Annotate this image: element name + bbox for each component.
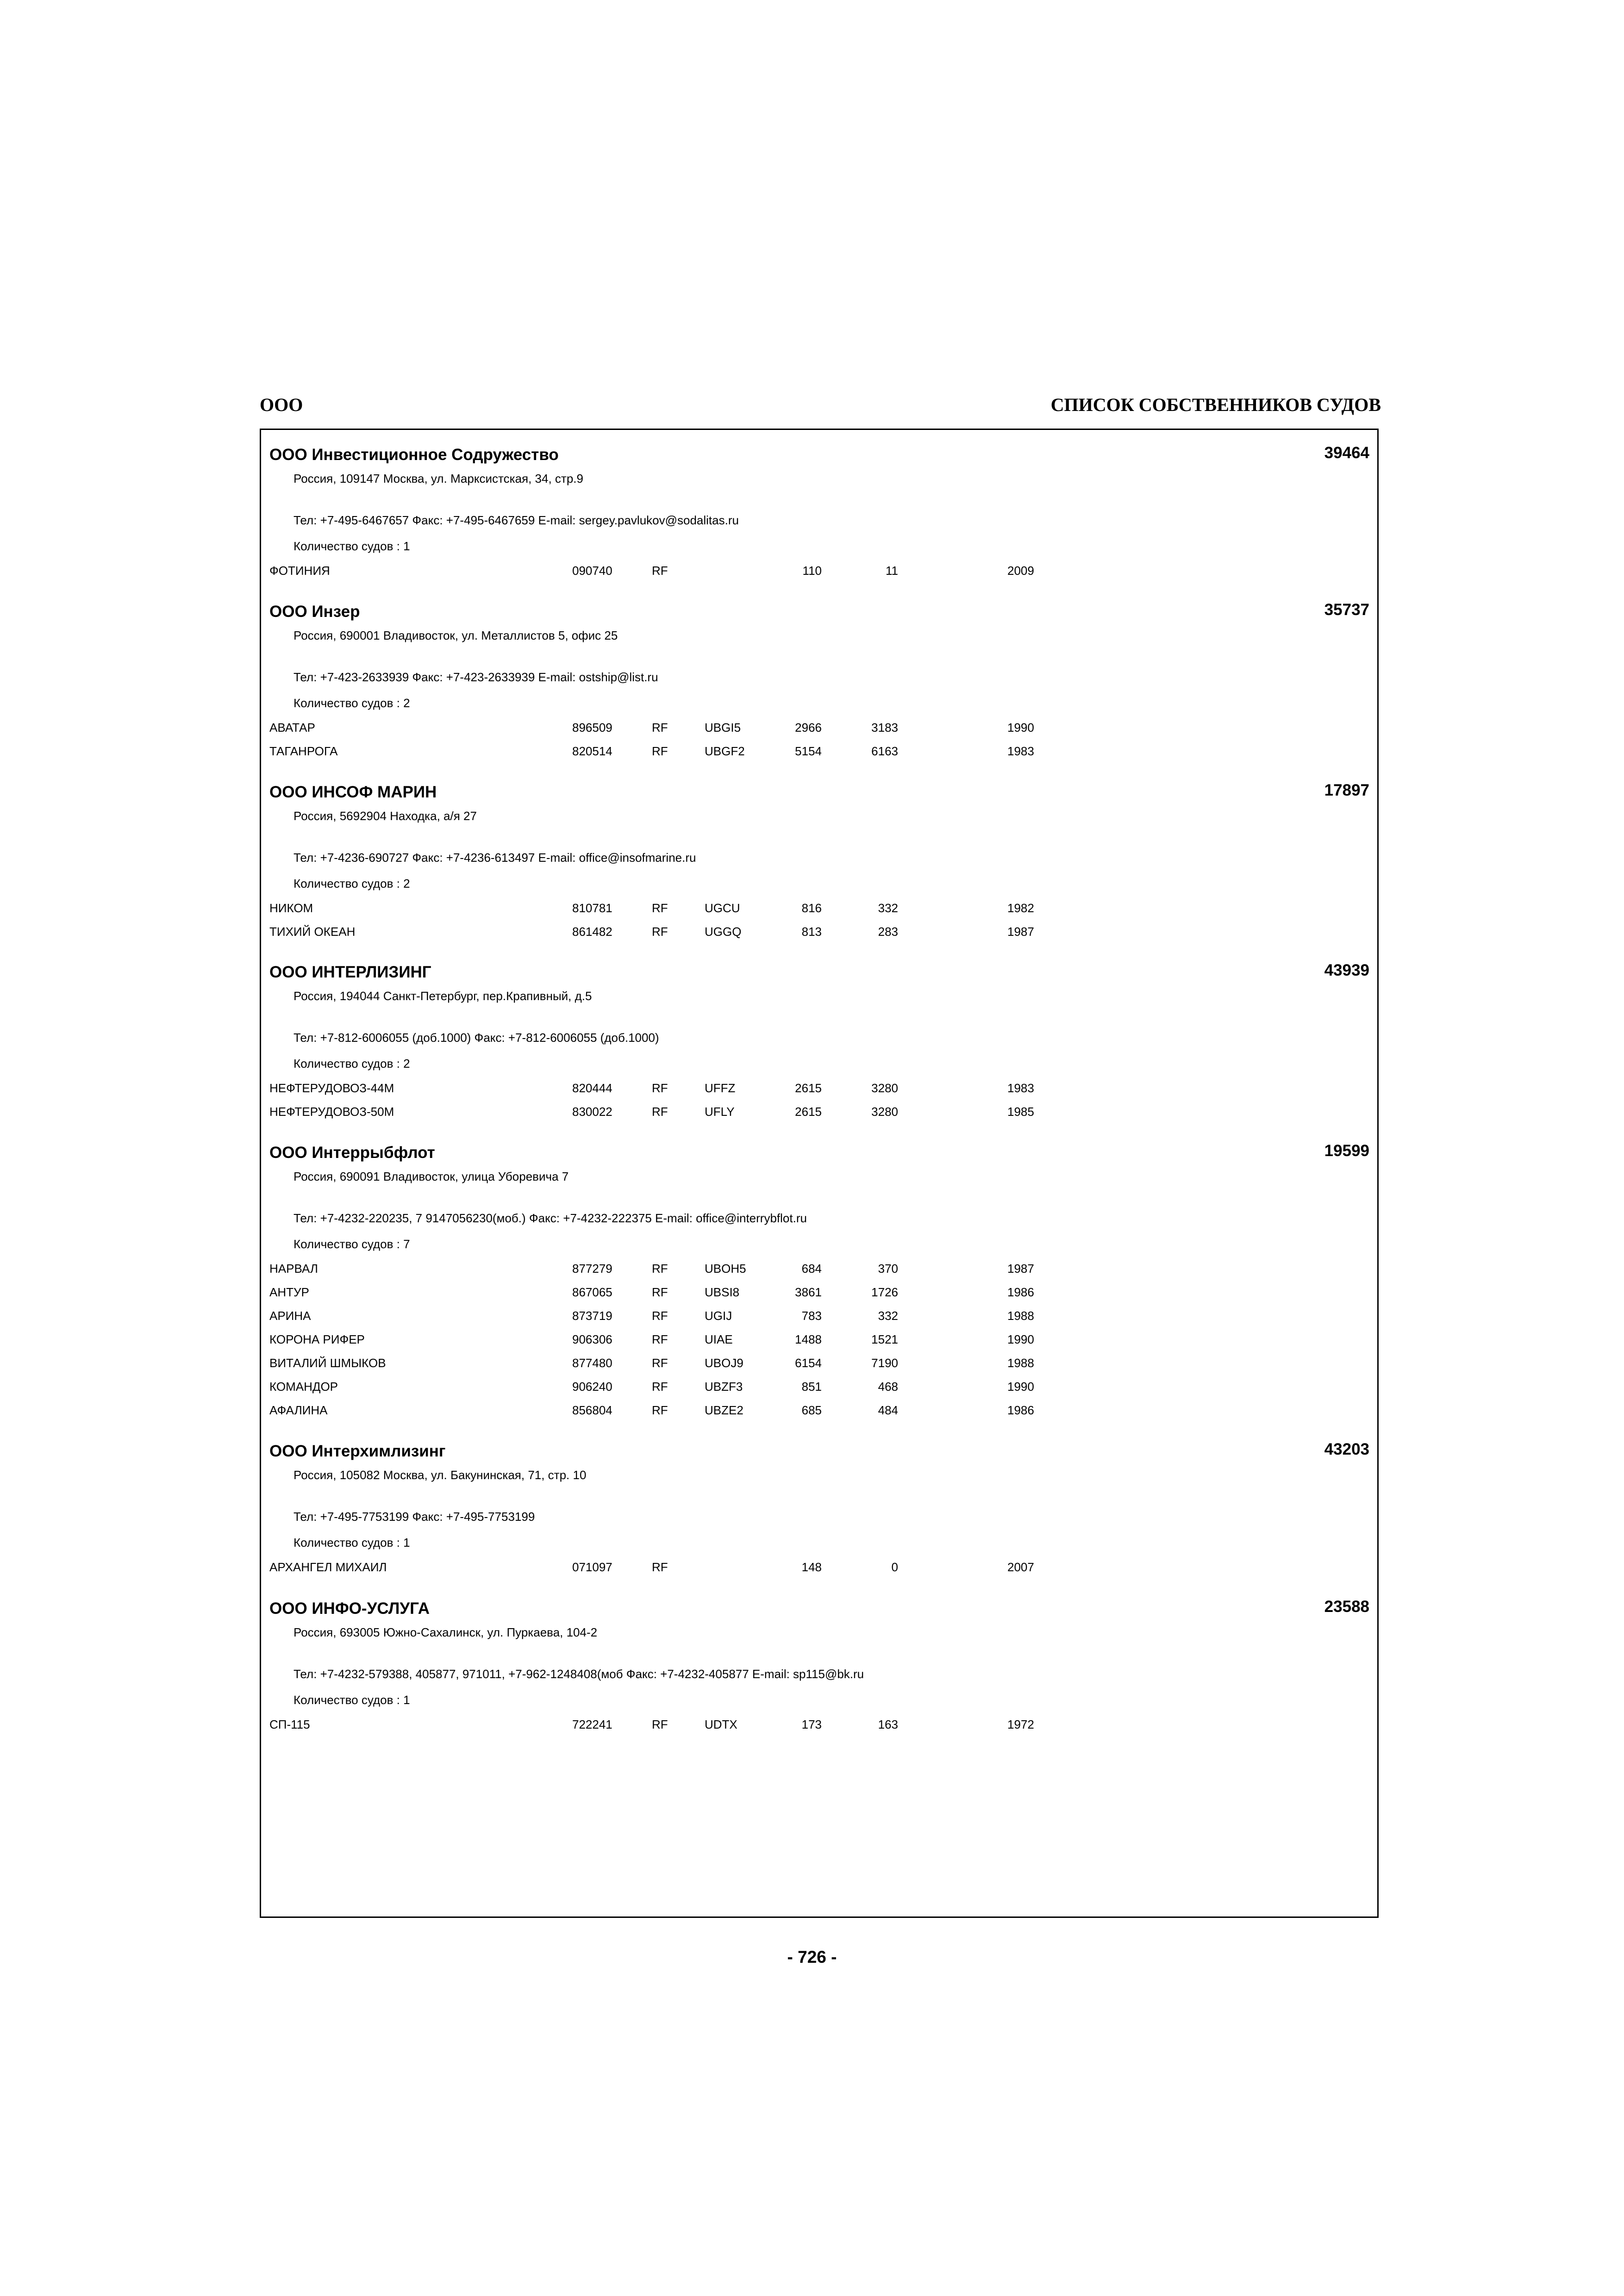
vessel-dwt: 1521	[871, 1332, 898, 1346]
vessel-gt: 816	[801, 901, 822, 915]
vessel-gt: 783	[801, 1309, 822, 1323]
company-code: 23588	[1324, 1598, 1369, 1616]
company-name: ООО Интеррыбфлот	[269, 1144, 435, 1162]
vessel-year: 1988	[1007, 1356, 1034, 1370]
header-right-title: СПИСОК СОБСТВЕННИКОВ СУДОВ	[1050, 394, 1381, 415]
company-code: 17897	[1324, 781, 1369, 799]
vessel-number: 820444	[572, 1081, 612, 1095]
company-code: 35737	[1324, 601, 1369, 619]
vessel-flag: RF	[652, 1560, 668, 1574]
running-header	[260, 391, 1381, 419]
vessel-flag: RF	[652, 925, 668, 939]
company-contact: Тел: +7-4232-220235, 7 9147056230(моб.) Факс: +7-4232-222375 E-mail: office@interrybflot.ru	[294, 1211, 807, 1225]
vessel-year: 1990	[1007, 1380, 1034, 1394]
vessel-row	[261, 1717, 1377, 1740]
company-code: 19599	[1324, 1142, 1369, 1160]
vessel-dwt: 6163	[871, 744, 898, 758]
vessel-flag: RF	[652, 744, 668, 758]
vessel-count: Количество судов : 1	[294, 1693, 410, 1707]
vessel-year: 1986	[1007, 1403, 1034, 1417]
vessel-year: 1987	[1007, 1262, 1034, 1276]
vessel-number: 820514	[572, 744, 612, 758]
vessel-count: Количество судов : 2	[294, 877, 410, 890]
vessel-row	[261, 1559, 1377, 1583]
company-code: 43939	[1324, 961, 1369, 979]
vessel-flag: RF	[652, 1332, 668, 1346]
vessel-gt: 6154	[795, 1356, 822, 1370]
vessel-dwt: 0	[891, 1560, 898, 1574]
company-address: Россия, 194044 Санкт-Петербург, пер.Крапивный, д.5	[294, 989, 592, 1003]
vessel-row	[261, 1379, 1377, 1402]
vessel-callsign: UFFZ	[705, 1081, 736, 1095]
vessel-row	[261, 1355, 1377, 1379]
vessel-number: 873719	[572, 1309, 612, 1323]
vessel-year: 1990	[1007, 721, 1034, 734]
vessel-count: Количество судов : 1	[294, 1536, 410, 1549]
vessel-row	[261, 720, 1377, 743]
vessel-row	[261, 1284, 1377, 1308]
vessel-row	[261, 1332, 1377, 1355]
vessel-year: 2007	[1007, 1560, 1034, 1574]
company-contact: Тел: +7-495-7753199 Факс: +7-495-7753199	[294, 1510, 535, 1524]
vessel-year: 1990	[1007, 1332, 1034, 1346]
vessel-gt: 2615	[795, 1081, 822, 1095]
vessel-gt: 813	[801, 925, 822, 939]
vessel-name: СП-115	[269, 1717, 310, 1731]
vessel-list	[261, 720, 1377, 767]
vessel-year: 1972	[1007, 1717, 1034, 1731]
vessel-number: 830022	[572, 1105, 612, 1119]
vessel-name: ФОТИНИЯ	[269, 564, 330, 578]
vessel-year: 1986	[1007, 1285, 1034, 1299]
vessel-row	[261, 924, 1377, 947]
vessel-year: 1982	[1007, 901, 1034, 915]
vessel-gt: 851	[801, 1380, 822, 1394]
vessel-gt: 173	[801, 1717, 822, 1731]
vessel-dwt: 3183	[871, 721, 898, 734]
vessel-name: НИКОМ	[269, 901, 313, 915]
vessel-count: Количество судов : 2	[294, 1057, 410, 1070]
vessel-year: 1985	[1007, 1105, 1034, 1119]
vessel-flag: RF	[652, 901, 668, 915]
vessel-callsign: UBOJ9	[705, 1356, 743, 1370]
company-contact: Тел: +7-423-2633939 Факс: +7-423-2633939 E-mail: ostship@list.ru	[294, 670, 658, 684]
vessel-gt: 110	[802, 564, 822, 578]
vessel-number: 722241	[572, 1717, 612, 1731]
vessel-year: 1988	[1007, 1309, 1034, 1323]
company-code: 39464	[1324, 444, 1369, 462]
vessel-dwt: 11	[886, 564, 898, 578]
page-number: - 726 -	[787, 1948, 837, 1966]
company-code: 43203	[1324, 1440, 1369, 1458]
vessel-gt: 5154	[795, 744, 822, 758]
vessel-flag: RF	[652, 1105, 668, 1119]
vessel-name: АРИНА	[269, 1309, 311, 1323]
vessel-gt: 2615	[795, 1105, 822, 1119]
company-address: Россия, 693005 Южно-Сахалинск, ул. Пуркаева, 104-2	[294, 1625, 598, 1639]
vessel-year: 1987	[1007, 925, 1034, 939]
vessel-flag: RF	[652, 721, 668, 734]
content-frame	[260, 429, 1379, 1918]
vessel-number: 906306	[572, 1332, 612, 1346]
vessel-number: 877480	[572, 1356, 612, 1370]
vessel-flag: RF	[652, 1717, 668, 1731]
vessel-row	[261, 1104, 1377, 1127]
vessel-row	[261, 900, 1377, 924]
vessel-dwt: 7190	[871, 1356, 898, 1370]
vessel-callsign: UGIJ	[705, 1309, 732, 1323]
vessel-gt: 3861	[795, 1285, 822, 1299]
vessel-list	[261, 1559, 1377, 1583]
vessel-list	[261, 1717, 1377, 1740]
vessel-year: 1983	[1007, 1081, 1034, 1095]
company-name: ООО ИНФО-УСЛУГА	[269, 1599, 430, 1618]
vessel-list	[261, 563, 1377, 586]
vessel-flag: RF	[652, 1081, 668, 1095]
vessel-row	[261, 1402, 1377, 1426]
vessel-gt: 685	[801, 1403, 822, 1417]
vessel-dwt: 1726	[871, 1285, 898, 1299]
vessel-dwt: 332	[878, 901, 898, 915]
vessel-dwt: 163	[878, 1717, 898, 1731]
header-left-title: ООО	[260, 394, 303, 415]
vessel-row	[261, 743, 1377, 767]
company-contact: Тел: +7-4232-579388, 405877, 971011, +7-962-1248408(моб Факс: +7-4232-405877 E-mail: sp115@bk.ru	[294, 1667, 864, 1681]
vessel-number: 867065	[572, 1285, 612, 1299]
vessel-flag: RF	[652, 1285, 668, 1299]
vessel-callsign: UGCU	[705, 901, 740, 915]
vessel-name: ВИТАЛИЙ ШМЫКОВ	[269, 1356, 386, 1370]
vessel-row	[261, 1261, 1377, 1284]
company-address: Россия, 690091 Владивосток, улица Уборевича 7	[294, 1170, 569, 1183]
vessel-row	[261, 1308, 1377, 1332]
vessel-year: 2009	[1007, 564, 1034, 578]
vessel-flag: RF	[652, 1403, 668, 1417]
vessel-name: КОМАНДОР	[269, 1380, 338, 1394]
vessel-name: ТАГАНРОГА	[269, 744, 338, 758]
company-name: ООО Инзер	[269, 603, 360, 621]
vessel-callsign: UBGI5	[705, 721, 741, 734]
vessel-flag: RF	[652, 1309, 668, 1323]
company-name: ООО Интерхимлизинг	[269, 1442, 446, 1460]
vessel-name: НЕФТЕРУДОВОЗ-44М	[269, 1081, 394, 1095]
vessel-dwt: 3280	[871, 1105, 898, 1119]
vessel-flag: RF	[652, 1356, 668, 1370]
vessel-list	[261, 1080, 1377, 1127]
company-contact: Тел: +7-812-6006055 (доб.1000) Факс: +7-812-6006055 (доб.1000)	[294, 1031, 659, 1045]
vessel-list	[261, 900, 1377, 947]
vessel-callsign: UBZE2	[705, 1403, 743, 1417]
company-name: ООО Инвестиционное Содружество	[269, 446, 559, 464]
vessel-gt: 684	[801, 1262, 822, 1276]
vessel-name: НЕФТЕРУДОВОЗ-50М	[269, 1105, 394, 1119]
vessel-count: Количество судов : 1	[294, 539, 410, 553]
vessel-callsign: UGGQ	[705, 925, 742, 939]
company-address: Россия, 5692904 Находка, а/я 27	[294, 809, 477, 823]
vessel-dwt: 3280	[871, 1081, 898, 1095]
vessel-number: 896509	[572, 721, 612, 734]
company-contact: Тел: +7-495-6467657 Факс: +7-495-6467659 E-mail: sergey.pavlukov@sodalitas.ru	[294, 513, 739, 527]
company-address: Россия, 105082 Москва, ул. Бакунинская, 71, стр. 10	[294, 1468, 587, 1482]
vessel-flag: RF	[652, 1380, 668, 1394]
vessel-number: 810781	[572, 901, 612, 915]
company-contact: Тел: +7-4236-690727 Факс: +7-4236-613497 E-mail: office@insofmarine.ru	[294, 851, 696, 865]
vessel-flag: RF	[652, 564, 668, 578]
vessel-name: КОРОНА РИФЕР	[269, 1332, 365, 1346]
vessel-name: АНТУР	[269, 1285, 309, 1299]
vessel-callsign: UFLY	[705, 1105, 735, 1119]
vessel-flag: RF	[652, 1262, 668, 1276]
vessel-name: НАРВАЛ	[269, 1262, 318, 1276]
vessel-number: 090740	[572, 564, 612, 578]
vessel-callsign: UBZF3	[705, 1380, 743, 1394]
vessel-callsign: UIAE	[705, 1332, 733, 1346]
vessel-dwt: 484	[878, 1403, 898, 1417]
company-name: ООО ИНСОФ МАРИН	[269, 783, 437, 801]
vessel-dwt: 468	[878, 1380, 898, 1394]
vessel-number: 856804	[572, 1403, 612, 1417]
vessel-gt: 2966	[795, 721, 822, 734]
vessel-dwt: 370	[878, 1262, 898, 1276]
vessel-number: 861482	[572, 925, 612, 939]
vessel-number: 071097	[572, 1560, 612, 1574]
vessel-callsign: UBGF2	[705, 744, 745, 758]
vessel-count: Количество судов : 7	[294, 1237, 410, 1251]
company-address: Россия, 109147 Москва, ул. Марксистская, 34, стр.9	[294, 472, 583, 485]
vessel-name: АРХАНГЕЛ МИХАИЛ	[269, 1560, 387, 1574]
vessel-row	[261, 1080, 1377, 1104]
vessel-dwt: 283	[878, 925, 898, 939]
vessel-callsign: UBSI8	[705, 1285, 740, 1299]
vessel-dwt: 332	[878, 1309, 898, 1323]
vessel-callsign: UBOH5	[705, 1262, 746, 1276]
vessel-row	[261, 563, 1377, 586]
vessel-gt: 148	[801, 1560, 822, 1574]
company-name: ООО ИНТЕРЛИЗИНГ	[269, 963, 431, 981]
vessel-number: 877279	[572, 1262, 612, 1276]
vessel-name: ТИХИЙ ОКЕАН	[269, 925, 356, 939]
vessel-gt: 1488	[795, 1332, 822, 1346]
company-address: Россия, 690001 Владивосток, ул. Металлистов 5, офис 25	[294, 628, 618, 642]
vessel-number: 906240	[572, 1380, 612, 1394]
vessel-count: Количество судов : 2	[294, 696, 410, 710]
vessel-name: АФАЛИНА	[269, 1403, 328, 1417]
vessel-name: АВАТАР	[269, 721, 315, 734]
vessel-callsign: UDTX	[705, 1717, 737, 1731]
vessel-list	[261, 1261, 1377, 1426]
vessel-year: 1983	[1007, 744, 1034, 758]
